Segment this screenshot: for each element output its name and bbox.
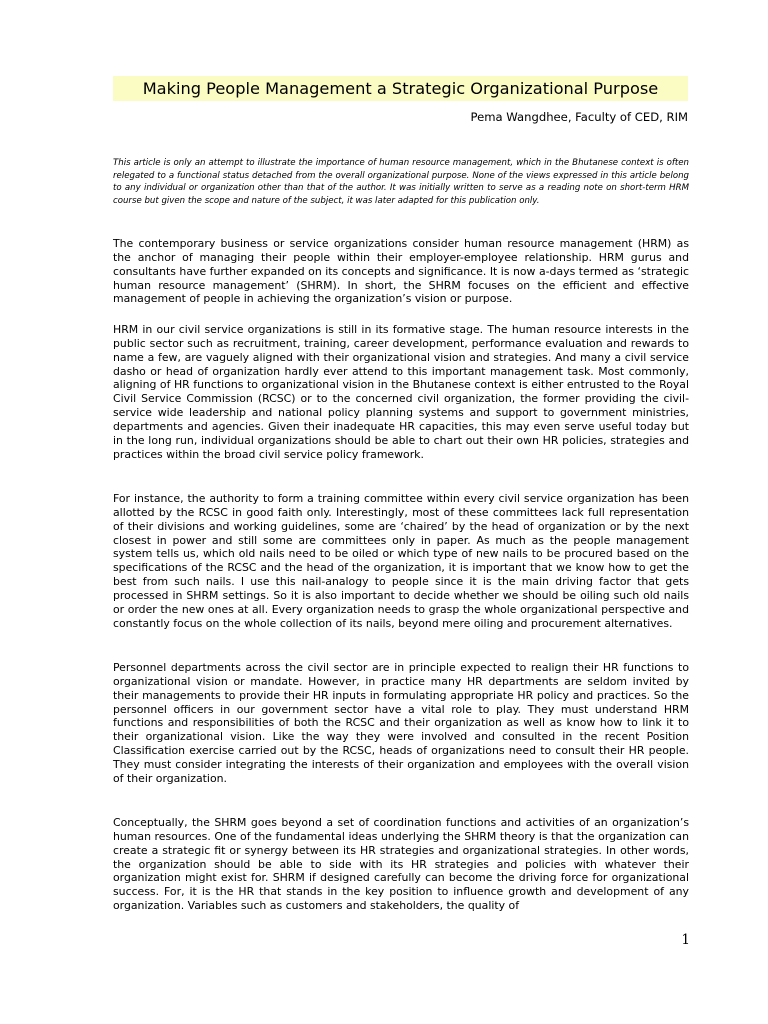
document-title: Making People Management a Strategic Organizational Purpose xyxy=(113,76,688,101)
body-paragraph-5: Conceptually, the SHRM goes beyond a set of coordination functions and activities of an organization’s human resources. One of the fundamental ideas underlying the SHRM theory is that the organization can create a strategic fit or synergy between its HR strategies and organizational strategies. In other words, the organization should be able to side with its HR strategies and policies with whatever their organization might exist for. SHRM if designed carefully can become the driving force for organizational success. For, it is the HR that stands in the key position to influence growth and development of any organization. Variables such as customers and stakeholders, the quality of xyxy=(113,816,689,912)
body-paragraph-4: Personnel departments across the civil sector are in principle expected to realign their HR functions to organizational vision or mandate. However, in practice many HR departments are seldom invited by their managements to provide their HR inputs in formulating appropriate HR policy and practices. So the personnel officers in our government sector have a vital role to play. They must understand HRM functions and responsibilities of both the RCSC and their organization as well as know how to link it to their organizational vision. Like the way they were involved and consulted in the recent Position Classification exercise carried out by the RCSC, heads of organizations need to consult their HR people. They must consider integrating the interests of their organization and employees with the overall vision of their organization. xyxy=(113,661,689,785)
author-byline: Pema Wangdhee, Faculty of CED, RIM xyxy=(470,110,688,124)
body-paragraph-2: HRM in our civil service organizations is still in its formative stage. The human resource interests in the public sector such as recruitment, training, career development, performance evaluation and rewards to name a few, are vaguely aligned with their organizational vision and strategies. And many a civil service dasho or head of organization hardly ever attend to this important management task. Most commonly, aligning of HR functions to organizational vision in the Bhutanese context is either entrusted to the Royal Civil Service Commission (RCSC) or to the concerned civil organization, the former providing the civil-service wide leadership and national policy planning systems and support to government ministries, departments and agencies. Given their inadequate HR capacities, this may even serve useful today but in the long run, individual organizations should be able to chart out their own HR policies, strategies and practices within the broad civil service policy framework. xyxy=(113,323,689,461)
body-paragraph-1: The contemporary business or service organizations consider human resource management (HRM) as the anchor of managing their people within their employer-employee relationship. HRM gurus and consultants have further expanded on its concepts and significance. It is now a-days termed as ‘strategic human resource management’ (SHRM). In short, the SHRM focuses on the efficient and effective management of people in achieving the organization’s vision or purpose. xyxy=(113,237,689,306)
body-paragraph-3: For instance, the authority to form a training committee within every civil service organization has been allotted by the RCSC in good faith only. Interestingly, most of these committees lack full representation of their divisions and working guidelines, some are ‘chaired’ by the head of organization or by the next closest in power and still some are committees only in paper. As much as the people management system tells us, which old nails need to be oiled or which type of new nails to be procured based on the specifications of the RCSC and the head of the organization, it is important that we know how to get the best from such nails. I use this nail-analogy to people since it is the main driving factor that gets processed in SHRM settings. So it is also important to decide whether we should be oiling such old nails or order the new ones at all. Every organization needs to grasp the whole organizational perspective and constantly focus on the whole collection of its nails, beyond mere oiling and procurement alternatives. xyxy=(113,492,689,630)
page-number: 1 xyxy=(681,932,690,948)
abstract-note: This article is only an attempt to illustrate the importance of human resource management, which in the Bhutanese context is often relegated to a functional status detached from the overall organizational purpose. None of the views expressed in this article belong to any individual or organization other than that of the author. It was initially written to serve as a reading note on short-term HRM course but given the scope and nature of the subject, it was later adapted for this publication only. xyxy=(113,158,689,206)
